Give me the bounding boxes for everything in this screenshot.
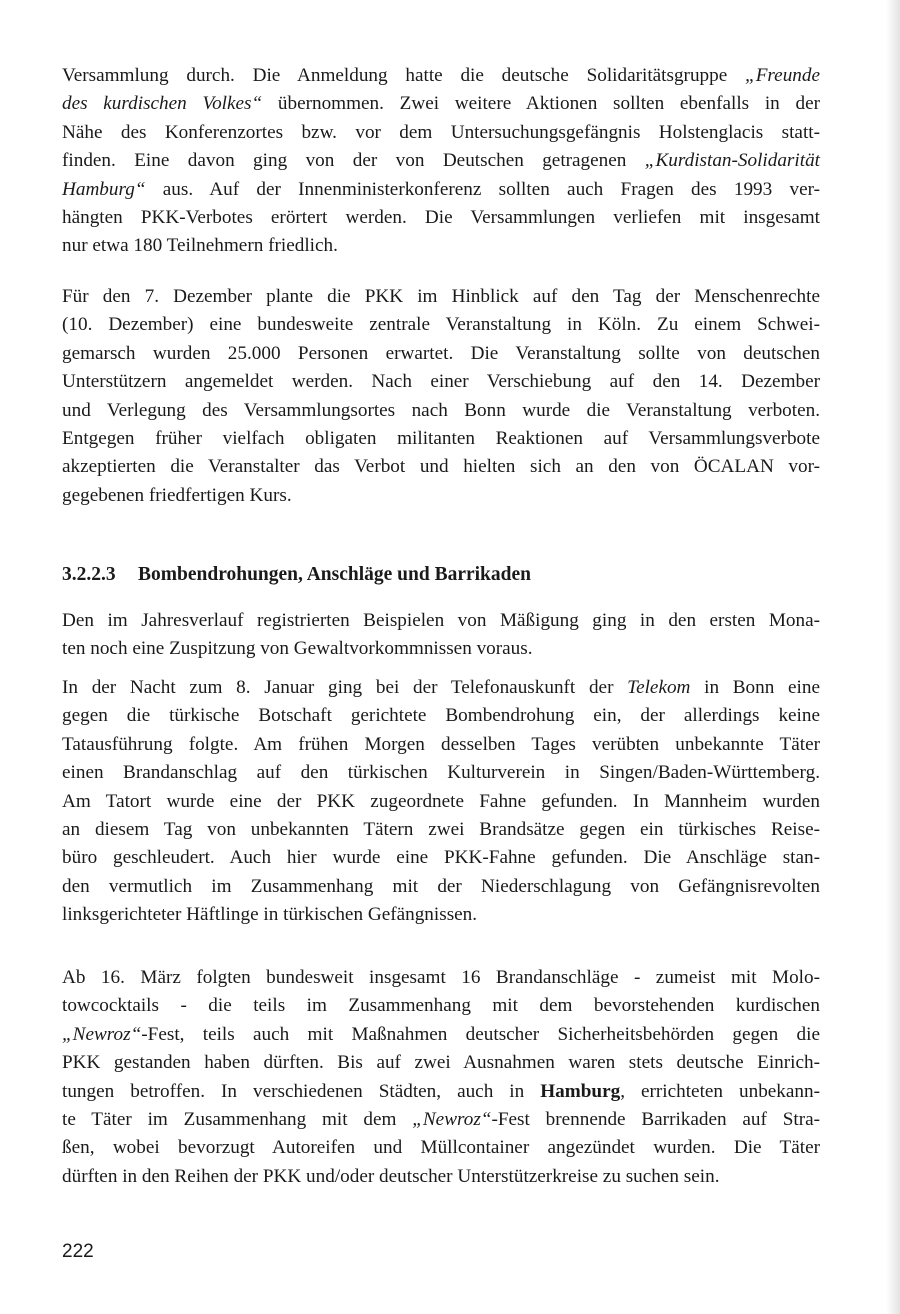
text-run: towcocktails - die teils im Zusammenhang mit dem bevorstehenden kurdischen	[62, 995, 820, 1017]
text-run: ßen, wobei bevorzugt Autoreifen und Müllcontainer angezündet wurden. Die Täter	[62, 1137, 820, 1159]
text-run: -Fest brennende Barrikaden auf Stra-	[491, 1109, 820, 1131]
text-line	[62, 1049, 820, 1077]
text-line	[62, 964, 820, 992]
section-number: 3.2.2.3	[62, 564, 116, 585]
text-line	[62, 147, 820, 175]
italic-text: Hamburg“	[62, 178, 146, 200]
text-run: In der Nacht zum 8. Januar ging bei der Telefonauskunft der	[62, 677, 628, 698]
text-run: tungen betroffen. In verschiedenen Städten, auch in	[62, 1080, 541, 1102]
text-line	[62, 90, 820, 118]
text-run: gegebenen friedfertigen Kurs.	[62, 484, 292, 506]
text-run: ten noch eine Zuspitzung von Gewaltvorkommnissen voraus.	[62, 638, 533, 660]
text-line	[62, 674, 820, 702]
text-line	[62, 702, 820, 730]
text-run: , errichteten unbekann-	[620, 1080, 820, 1102]
text-line	[62, 816, 820, 844]
text-run: büro geschleudert. Auch hier wurde eine PKK-Fahne gefunden. Die Anschläge stan-	[62, 847, 820, 869]
text-line	[62, 992, 820, 1020]
text-line	[62, 204, 820, 232]
text-line	[62, 176, 820, 204]
text-line	[62, 425, 820, 453]
text-run: und Verlegung des Versammlungsortes nach Bonn wurde die Veranstaltung verboten.	[62, 399, 820, 421]
text-run: aus. Auf der Innenministerkonferenz sollten auch Fragen des 1993 ver-	[145, 178, 820, 200]
bold-text: Hamburg	[540, 1080, 621, 1102]
text-run: linksgerichteter Häftlinge in türkischen Gefängnissen.	[62, 904, 478, 926]
text-run: Für den 7. Dezember plante die PKK im Hinblick auf den Tag der Menschenrechte	[62, 286, 820, 307]
text-run: Unterstützern angemeldet werden. Nach einer Verschiebung auf den 14. Dezember	[62, 371, 820, 393]
text-run: hängten PKK-Verbotes erörtert werden. Die Versammlungen verliefen mit insgesamt	[62, 207, 820, 229]
text-run: Ab 16. März folgten bundesweit insgesamt 16 Brandanschläge - zumeist mit Molo-	[62, 967, 820, 988]
text-run: akzeptierten die Veranstalter das Verbot und hielten sich an den von ÖCALAN vor-	[62, 456, 820, 478]
text-line	[62, 1163, 820, 1191]
text-line	[62, 62, 820, 90]
italic-text: „Newroz“	[412, 1109, 492, 1131]
paragraph-3	[62, 607, 820, 664]
text-line	[62, 635, 820, 663]
text-line	[62, 607, 820, 635]
text-line	[62, 1134, 820, 1162]
text-run: Am Tatort wurde eine der PKK zugeordnete Fahne gefunden. In Mannheim wurden	[62, 790, 820, 812]
text-run: einen Brandanschlag auf den türkischen Kulturverein in Singen/Baden-Württemberg.	[62, 762, 820, 784]
text-run: -Fest, teils auch mit Maßnahmen deutscher Sicherheitsbehörden gegen die	[141, 1023, 820, 1045]
text-line	[62, 368, 820, 396]
text-run: Tatausführung folgte. Am frühen Morgen desselben Tages verübten unbekannte Täter	[62, 733, 820, 755]
text-line	[62, 482, 820, 510]
text-line	[62, 873, 820, 901]
italic-text: „Freunde	[745, 65, 820, 86]
text-line	[62, 731, 820, 759]
text-run: Entgegen früher vielfach obligaten militanten Reaktionen auf Versammlungsverbote	[62, 428, 820, 450]
text-line	[62, 397, 820, 425]
section-heading	[62, 561, 531, 589]
text-run: te Täter im Zusammenhang mit dem	[62, 1109, 413, 1131]
text-line	[62, 283, 820, 311]
text-run: gegen die türkische Botschaft gerichtete Bombendrohung ein, der allerdings keine	[62, 705, 820, 727]
paragraph-2	[62, 283, 820, 510]
text-run: gemarsch wurden 25.000 Personen erwartet. Die Veranstaltung sollte von deutschen	[62, 342, 820, 364]
text-line	[62, 1078, 820, 1106]
text-run: Den im Jahresverlauf registrierten Beispielen von Mäßigung ging in den ersten Mona-	[62, 610, 820, 631]
text-run: an diesem Tag von unbekannten Tätern zwei Brandsätze gegen ein türkisches Reise-	[62, 819, 820, 841]
page-number: 222	[62, 1241, 94, 1262]
italic-text: des kurdischen Volkes“	[62, 93, 263, 115]
text-line	[62, 453, 820, 481]
text-line	[62, 901, 820, 929]
text-run: (10. Dezember) eine bundesweite zentrale Veranstaltung in Köln. Zu einem Schwei-	[62, 314, 820, 336]
text-line	[62, 1106, 820, 1134]
paragraph-5	[62, 964, 820, 1191]
text-line	[62, 788, 820, 816]
italic-text: Telekom	[627, 677, 691, 698]
text-line	[62, 119, 820, 147]
text-run: dürften in den Reihen der PKK und/oder deutscher Unterstützerkreise zu suchen sein.	[62, 1165, 720, 1187]
section-title: Bombendrohungen, Anschläge und Barrikaden	[138, 564, 531, 585]
text-run: Nähe des Konferenzortes bzw. vor dem Untersuchungsgefängnis Holstenglacis statt-	[62, 121, 820, 143]
text-run: nur etwa 180 Teilnehmern friedlich.	[62, 235, 338, 257]
text-run: Versammlung durch. Die Anmeldung hatte die deutsche Solidaritätsgruppe	[62, 65, 746, 86]
page-edge-shadow	[886, 0, 900, 1314]
text-run: übernommen. Zwei weitere Aktionen sollten ebenfalls in der	[262, 93, 820, 115]
text-line	[62, 340, 820, 368]
paragraph-1	[62, 62, 820, 261]
text-line	[62, 1021, 820, 1049]
text-run: den vermutlich im Zusammenhang mit der Niederschlagung von Gefängnisrevolten	[62, 875, 820, 897]
italic-text: „Newroz“	[62, 1023, 142, 1045]
text-run: in Bonn eine	[690, 677, 820, 698]
text-run: PKK gestanden haben dürften. Bis auf zwei Ausnahmen waren stets deutsche Einrich-	[62, 1052, 820, 1074]
text-line	[62, 232, 820, 260]
italic-text: „Kurdistan-Solidarität	[644, 150, 820, 172]
paragraph-4	[62, 674, 820, 930]
text-line	[62, 844, 820, 872]
text-line	[62, 759, 820, 787]
text-line	[62, 311, 820, 339]
text-run: finden. Eine davon ging von der von Deutschen getragenen	[62, 150, 645, 172]
